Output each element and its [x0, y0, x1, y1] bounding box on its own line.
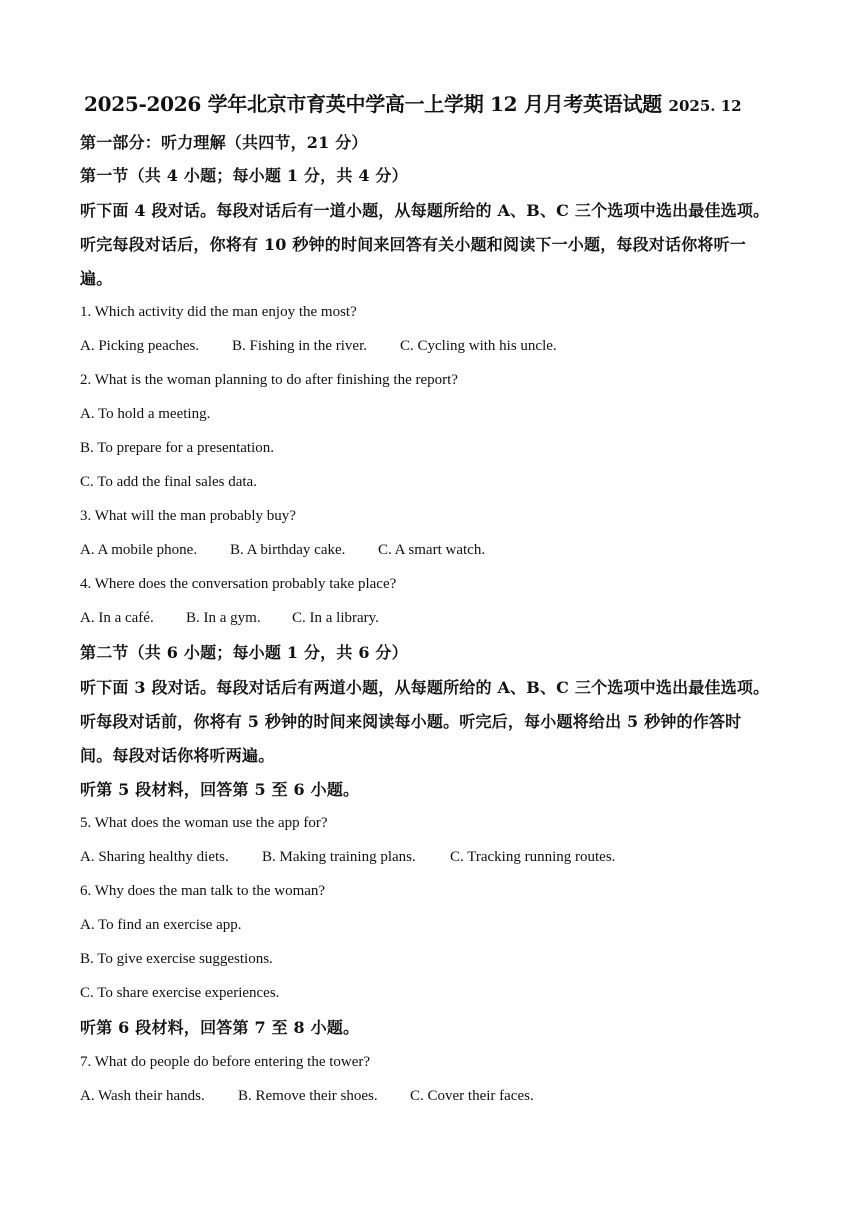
question-6-option-c: C. To share exercise experiences. — [80, 985, 280, 1001]
question-5-options — [80, 846, 615, 868]
question-5-option-c: C. Tracking running routes. — [450, 849, 616, 865]
material-5-heading: 听第 5 段材料，回答第 5 至 6 小题。 — [80, 780, 360, 799]
question-6-stem: 6. Why does the man talk to the woman? — [80, 883, 326, 899]
question-4-stem: 4. Where does the conversation probably take place? — [80, 576, 397, 592]
question-4-options — [80, 607, 379, 629]
question-6-option-b: B. To give exercise suggestions. — [80, 951, 273, 967]
question-3-options — [80, 539, 485, 561]
material-6-heading: 听第 6 段材料，回答第 7 至 8 小题。 — [80, 1018, 360, 1037]
part1-heading: 第一部分：听力理解（共四节，21 分） — [80, 133, 368, 152]
question-4-option-b: B. In a gym. — [186, 610, 261, 626]
question-7-option-c: C. Cover their faces. — [410, 1088, 534, 1104]
question-4-option-c: C. In a library. — [292, 610, 379, 626]
question-2-stem: 2. What is the woman planning to do after finishing the report? — [80, 372, 458, 388]
question-3-option-c: C. A smart watch. — [378, 542, 486, 558]
question-5-option-b: B. Making training plans. — [262, 849, 416, 865]
question-2-option-b: B. To prepare for a presentation. — [80, 440, 275, 456]
question-1-options — [80, 335, 557, 357]
question-3-option-b: B. A birthday cake. — [230, 542, 346, 558]
question-7-stem: 7. What do people do before entering the tower? — [80, 1054, 371, 1070]
section2-instruction-line-3: 间。每段对话你将听两遍。 — [80, 746, 275, 765]
question-2-option-a: A. To hold a meeting. — [80, 406, 211, 422]
section2-heading: 第二节（共 6 小题；每小题 1 分，共 6 分） — [80, 643, 408, 662]
section1-instruction-line-3: 遍。 — [80, 269, 113, 288]
question-4-option-a: A. In a café. — [80, 610, 154, 626]
question-7-option-b: B. Remove their shoes. — [238, 1088, 378, 1104]
question-1-option-b: B. Fishing in the river. — [232, 338, 367, 354]
question-1-option-c: C. Cycling with his uncle. — [400, 338, 557, 354]
section2-instruction-line-1: 听下面 3 段对话。每段对话后有两道小题，从每题所给的 A、B、C 三个选项中选出最佳选项。 — [80, 678, 770, 697]
question-7-options — [80, 1085, 534, 1107]
question-5-option-a: A. Sharing healthy diets. — [80, 849, 229, 865]
question-3-stem: 3. What will the man probably buy? — [80, 508, 296, 524]
section2-instruction-line-2: 听每段对话前，你将有 5 秒钟的时间来阅读每小题。听完后，每小题将给出 5 秒钟的作答时 — [80, 712, 742, 731]
section1-instruction-line-1: 听下面 4 段对话。每段对话后有一道小题，从每题所给的 A、B、C 三个选项中选出最佳选项。 — [80, 201, 770, 220]
question-3-option-a: A. A mobile phone. — [80, 542, 198, 558]
section1-instruction-line-2: 听完每段对话后，你将有 10 秒钟的时间来回答有关小题和阅读下一小题，每段对话你将听一 — [80, 235, 747, 254]
section1-heading: 第一节（共 4 小题；每小题 1 分，共 4 分） — [80, 166, 408, 185]
question-2-option-c: C. To add the final sales data. — [80, 474, 257, 490]
question-1-stem: 1. Which activity did the man enjoy the most? — [80, 304, 357, 320]
question-1-option-a: A. Picking peaches. — [80, 338, 200, 354]
exam-date: 2025. 12 — [668, 97, 742, 115]
exam-title-text: 2025-2026 学年北京市育英中学高一上学期 12 月月考英语试题 — [84, 92, 662, 116]
question-6-option-a: A. To find an exercise app. — [80, 917, 242, 933]
question-5-stem: 5. What does the woman use the app for? — [80, 815, 328, 831]
question-7-option-a: A. Wash their hands. — [80, 1088, 205, 1104]
exam-title — [84, 88, 804, 120]
